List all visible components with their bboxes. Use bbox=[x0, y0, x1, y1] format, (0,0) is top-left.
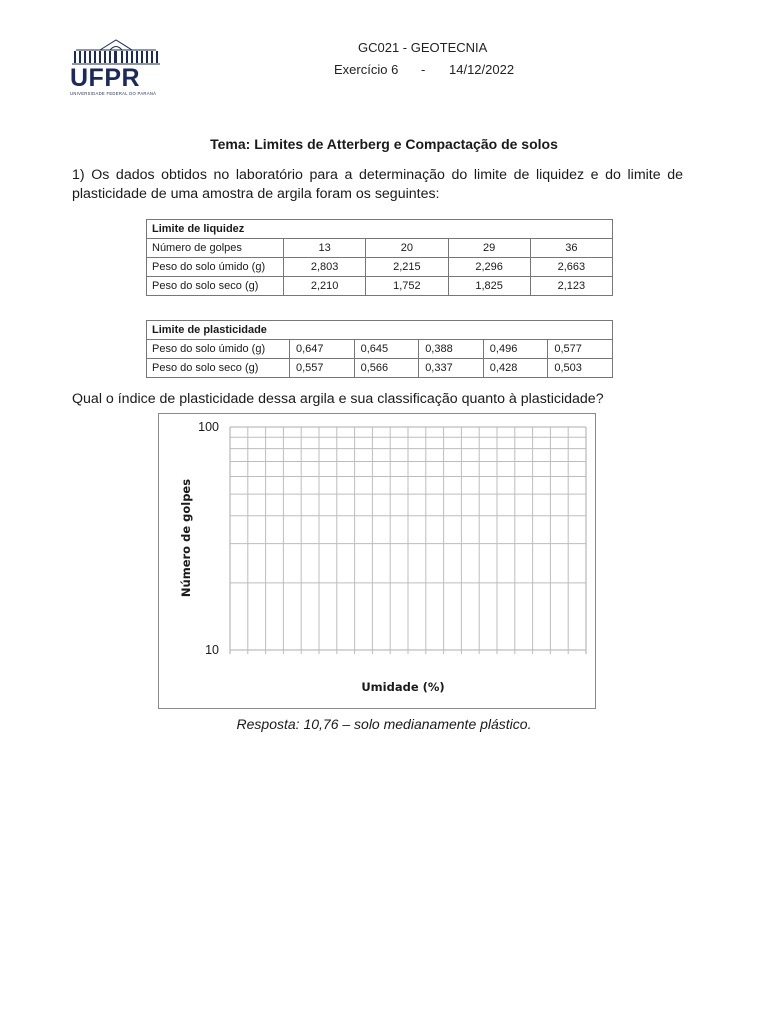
y-tick-label: 100 bbox=[198, 420, 219, 434]
question-2-text: Qual o índice de plasticidade dessa argila e sua classificação quanto à plasticidade? bbox=[72, 391, 604, 407]
table-title-row bbox=[147, 220, 613, 239]
table-row bbox=[147, 277, 613, 296]
y-axis-label: Número de golpes bbox=[179, 478, 193, 598]
logo-wordmark: UFPR bbox=[70, 64, 141, 92]
table-cell: 2,123 bbox=[530, 277, 612, 296]
table-cell: 0,428 bbox=[483, 359, 548, 378]
table-cell: 0,337 bbox=[419, 359, 484, 378]
answer-text: Resposta: 10,76 – solo medianamente plástico. bbox=[236, 716, 532, 732]
table-cell: 2,210 bbox=[284, 277, 366, 296]
table-row bbox=[147, 359, 613, 378]
table-cell: 13 bbox=[284, 239, 366, 258]
table-title: Limite de plasticidade bbox=[147, 321, 613, 340]
table-cell: 0,645 bbox=[354, 340, 419, 359]
table-cell: 0,503 bbox=[548, 359, 613, 378]
plastic-limit-table bbox=[146, 320, 613, 378]
row-label: Número de golpes bbox=[147, 239, 284, 258]
table-cell: 0,388 bbox=[419, 340, 484, 359]
table-cell: 36 bbox=[530, 239, 612, 258]
row-label: Peso do solo úmido (g) bbox=[147, 340, 290, 359]
table-cell: 1,752 bbox=[366, 277, 448, 296]
table-cell: 0,496 bbox=[483, 340, 548, 359]
table-title: Limite de liquidez bbox=[147, 220, 613, 239]
table-row bbox=[147, 340, 613, 359]
topic-title: Tema: Limites de Atterberg e Compactação de solos bbox=[210, 136, 558, 152]
table-cell: 20 bbox=[366, 239, 448, 258]
row-label: Peso do solo úmido (g) bbox=[147, 258, 284, 277]
course-code: GC021 - GEOTECNIA bbox=[358, 40, 488, 55]
logo-subtitle: UNIVERSIDADE FEDERAL DO PARANÁ bbox=[70, 91, 157, 96]
table-title-row bbox=[147, 321, 613, 340]
header-separator: - bbox=[421, 62, 426, 77]
chart-grid bbox=[230, 427, 586, 654]
y-tick-label: 10 bbox=[205, 643, 219, 657]
table-cell: 29 bbox=[448, 239, 530, 258]
question-1-text: 1) Os dados obtidos no laboratório para a determinação do limite de liquidez e do limite de plasticidade de uma amostra de argila foram os seguintes: bbox=[72, 167, 683, 202]
exercise-date: 14/12/2022 bbox=[449, 62, 515, 77]
table-cell: 0,647 bbox=[290, 340, 355, 359]
flow-curve-chart bbox=[158, 413, 596, 709]
table-cell: 0,557 bbox=[290, 359, 355, 378]
table-row bbox=[147, 258, 613, 277]
liquid-limit-table bbox=[146, 219, 613, 296]
x-axis-label: Umidade (%) bbox=[361, 680, 445, 694]
table-cell: 2,296 bbox=[448, 258, 530, 277]
table-cell: 0,577 bbox=[548, 340, 613, 359]
row-label: Peso do solo seco (g) bbox=[147, 277, 284, 296]
table-row bbox=[147, 239, 613, 258]
table-cell: 2,663 bbox=[530, 258, 612, 277]
table-cell: 0,566 bbox=[354, 359, 419, 378]
table-cell: 2,215 bbox=[366, 258, 448, 277]
table-cell: 1,825 bbox=[448, 277, 530, 296]
exercise-number: Exercício 6 bbox=[334, 62, 399, 77]
table-cell: 2,803 bbox=[284, 258, 366, 277]
row-label: Peso do solo seco (g) bbox=[147, 359, 290, 378]
